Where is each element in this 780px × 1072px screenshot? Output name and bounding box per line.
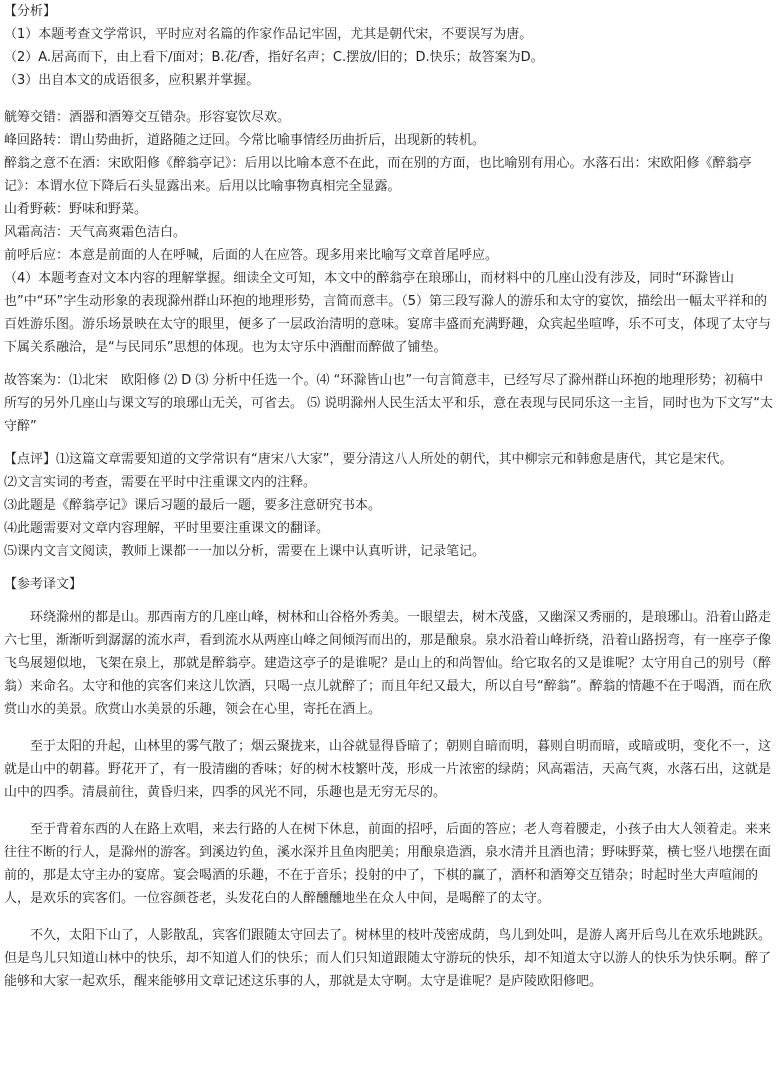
spacer [4,804,774,818]
spacer [4,563,774,573]
analysis-item-1: （1）本题考查文学常识，平时应对名篇的作家作品记牢固，尤其是朝代宋，不要误写为唐。 [4,27,533,42]
comment-item-3: ⑶此题是《醉翁亭记》课后习题的最后一题，要多注意研究书本。 [4,498,382,513]
idiom-1: 觥筹交错：酒器和酒筹交互错杂。形容宴饮尽欢。 [4,110,291,125]
spacer [4,910,774,924]
idiom-2: 峰回路转：谓山势曲折，道路随之迂回。今常比喻事情经历曲折后，出现新的转机。 [4,133,486,148]
comment-item-4: ⑷此题需要对文章内容理解，平时里要注重课文的翻译。 [4,521,330,536]
analysis-item-4: （4）本题考查对文本内容的理解掌握。细读全文可知，本文中的醉翁亭在琅琊山，而材料中的几座山没有涉及，同时“环滁皆山也”中“环”字生动形象的表现滁州群山环抱的地理形势，言简而意丰。（5）第三段写滁人的游乐和太守的宴饮，描绘出一幅太平祥和的百姓游乐图。游乐场景映在太守的眼里，便多了一层政治清明的意味。宴席丰盛而充满野趣，众宾起坐喧哗，乐不可支，体现了太守与下属关系融洽，是“与民同乐”思想的体现。也为太守乐中酒酣而醉做了铺垫。 [4,271,772,355]
comment-heading: 【点评】⑴这篇文章需要知道的文学常识有“唐宋八大家”，要分清这八人所处的朝代，其中柳宗元和韩愈是唐代，其它是宋代。 [4,452,733,467]
answer-text: 故答案为：⑴北宋 欧阳修 ⑵ D ⑶ 分析中任选一个。⑷ “环滁皆山也”一句言简意丰，已经写尽了滁州群山环抱的地理形势；初稿中所写的另外几座山与课文写的琅琊山无关，可省去。 ⑸ 说明滁州人民生活太平和乐，意在表现与民同乐这一主旨，同时也为下文写“太守醉” [4,373,774,434]
spacer [4,438,774,448]
analysis-item-2: （2）A.居高而下，由上看下/面对；B.花/香，指好名声；C.摆放/旧的；D.快乐；故答案为D。 [4,50,544,65]
spacer [4,596,774,606]
idiom-3: 醉翁之意不在酒：宋欧阳修《醉翁亭记》：后用以比喻本意不在此，而在别的方面，也比喻别有用心。水落石出：宋欧阳修《醉翁亭记》：本谓水位下降后石头显露出来。后用以比喻事物真相完全显露。 [4,156,752,194]
comment-item-5: ⑸课内文言文阅读，教师上课都一一加以分析，需要在上课中认真听讲，记录笔记。 [4,544,486,559]
analysis-item-3: （3）出自本文的成语很多，应积累并掌握。 [4,73,260,88]
translation-heading: 【参考译文】 [4,577,83,592]
spacer [4,92,774,106]
idiom-4: 山肴野蔌：野味和野菜。 [4,202,148,217]
translation-paragraph-1: 环绕滁州的都是山。那西南方的几座山峰，树林和山谷格外秀美。一眼望去，树木茂盛，又幽深又秀丽的，是琅琊山。沿着山路走六七里，渐渐听到潺潺的流水声，看到流水从两座山峰之间倾泻而出的，那是酿泉。泉水沿着山峰折绕，沿着山路拐弯，有一座亭子像飞鸟展翅似地，飞架在泉上，那就是醉翁亭。建造这亭子的是谁呢？是山上的和尚智仙。给它取名的又是谁呢？太守用自己的别号（醉翁）来命名。太守和他的宾客们来这儿饮酒，只喝一点儿就醉了；而且年纪又最大，所以自号“醉翁”。醉翁的情趣不在于喝酒，而在欣赏山水的美景。欣赏山水美景的乐趣，领会在心里，寄托在酒上。 [4,610,772,717]
idiom-6: 前呼后应：本意是前面的人在呼喊，后面的人在应答。现多用来比喻写文章首尾呼应。 [4,248,499,263]
spacer [4,359,774,369]
translation-paragraph-3: 至于背着东西的人在路上欢唱，来去行路的人在树下休息，前面的招呼，后面的答应；老人弯着腰走，小孩子由大人领着走。来来往往不断的行人，是滁州的游客。到溪边钓鱼，溪水深并且鱼肉肥美；用酿泉造酒，泉水清并且酒也清；野味野菜，横七竖八地摆在面前的，那是太守主办的宴席。宴会喝酒的乐趣，不在于音乐；投射的中了，下棋的赢了，酒杯和酒筹交互错杂；时起时坐大声喧闹的人，是欢乐的宾客们。一位容颜苍老，头发花白的人醉醺醺地坐在众人中间，是喝醉了的太守。 [4,822,772,906]
translation-paragraph-4: 不久，太阳下山了，人影散乱，宾客们跟随太守回去了。树林里的枝叶茂密成荫，鸟儿到处叫，是游人离开后鸟儿在欢乐地跳跃。但是鸟儿只知道山林中的快乐，却不知道人们的快乐；而人们只知道跟随太守游玩的快乐，却不知道太守以游人的快乐为快乐啊。醉了能够和大家一起欢乐，醒来能够用文章记述这乐事的人，那就是太守啊。太守是谁呢？是庐陵欧阳修吧。 [4,928,772,989]
translation-paragraph-2: 至于太阳的升起，山林里的雾气散了；烟云聚拢来，山谷就显得昏暗了；朝则自暗而明，暮则自明而暗，或暗或明，变化不一，这就是山中的朝暮。野花开了，有一股清幽的香味；好的树木枝繁叶茂，形成一片浓密的绿荫；风高霜洁，天高气爽，水落石出，这就是山中的四季。清晨前往，黄昏归来，四季的风光不同，乐趣也是无穷无尽的。 [4,739,772,800]
comment-item-2: ⑵文言实词的考查，需要在平时中注重课文内的注释。 [4,475,317,490]
analysis-heading: 【分析】 [4,4,57,19]
idiom-5: 风霜高洁：天气高爽霜色洁白。 [4,225,187,240]
spacer [4,721,774,735]
